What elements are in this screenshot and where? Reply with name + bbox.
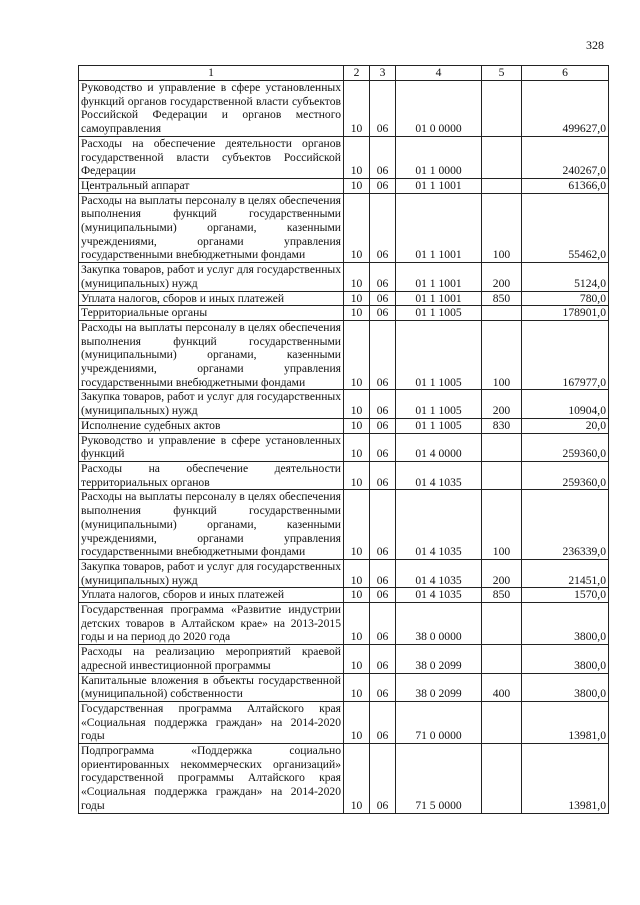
row-amount: 1570,0 — [522, 588, 609, 603]
row-section: 10 — [344, 645, 370, 673]
row-subsection: 06 — [370, 136, 396, 178]
table-row — [79, 263, 609, 291]
row-name: Уплата налогов, сборов и иных платежей — [79, 588, 344, 603]
row-amount: 780,0 — [522, 291, 609, 306]
row-name: Государственная программа Алтайского края «Социальная поддержка граждан» на 2014-2020 годы — [79, 701, 344, 743]
row-name: Руководство и управление в сфере установленных функций — [79, 433, 344, 461]
row-amount: 167977,0 — [522, 320, 609, 390]
row-target-article: 01 4 1035 — [396, 559, 482, 587]
row-subsection: 06 — [370, 645, 396, 673]
row-expense-type — [482, 81, 522, 137]
row-name: Закупка товаров, работ и услуг для государственных (муниципальных) нужд — [79, 263, 344, 291]
row-amount: 259360,0 — [522, 433, 609, 461]
row-section: 10 — [344, 603, 370, 645]
row-name: Уплата налогов, сборов и иных платежей — [79, 291, 344, 306]
row-subsection: 06 — [370, 263, 396, 291]
row-subsection: 06 — [370, 461, 396, 489]
row-section: 10 — [344, 291, 370, 306]
table-row — [79, 178, 609, 193]
row-section: 10 — [344, 588, 370, 603]
row-section: 10 — [344, 193, 370, 263]
row-expense-type: 830 — [482, 418, 522, 433]
row-amount: 10904,0 — [522, 390, 609, 418]
header-row — [79, 66, 609, 81]
row-section: 10 — [344, 461, 370, 489]
table-row — [79, 744, 609, 814]
row-amount: 21451,0 — [522, 559, 609, 587]
row-section: 10 — [344, 390, 370, 418]
row-expense-type: 400 — [482, 673, 522, 701]
row-name: Расходы на выплаты персоналу в целях обеспечения выполнения функций государственными (муниципальными) органами, казенными учреждениями, органами управления государственными внебюджетными фондами — [79, 490, 344, 560]
row-expense-type: 850 — [482, 291, 522, 306]
row-name: Руководство и управление в сфере установленных функций органов государственной власти субъектов Российской Федерации и органов местного самоуправления — [79, 81, 344, 137]
row-section: 10 — [344, 81, 370, 137]
row-amount: 3800,0 — [522, 645, 609, 673]
row-amount: 178901,0 — [522, 306, 609, 321]
row-expense-type: 100 — [482, 490, 522, 560]
row-subsection: 06 — [370, 490, 396, 560]
row-target-article: 71 0 0000 — [396, 701, 482, 743]
row-amount: 5124,0 — [522, 263, 609, 291]
row-name: Расходы на выплаты персоналу в целях обеспечения выполнения функций государственными (муниципальными) органами, казенными учреждениями, органами управления государственными внебюджетными фондами — [79, 320, 344, 390]
table-row — [79, 193, 609, 263]
row-target-article: 01 4 0000 — [396, 433, 482, 461]
table-row — [79, 81, 609, 137]
row-target-article: 01 0 0000 — [396, 81, 482, 137]
row-subsection: 06 — [370, 744, 396, 814]
row-target-article: 71 5 0000 — [396, 744, 482, 814]
row-name: Расходы на обеспечение деятельности территориальных органов — [79, 461, 344, 489]
row-target-article: 01 1 1005 — [396, 306, 482, 321]
header-col-4: 4 — [396, 66, 482, 81]
table-row — [79, 559, 609, 587]
page-number: 328 — [586, 38, 604, 52]
row-target-article: 01 4 1035 — [396, 588, 482, 603]
row-subsection: 06 — [370, 390, 396, 418]
table-row — [79, 588, 609, 603]
row-expense-type — [482, 744, 522, 814]
row-target-article: 01 1 1001 — [396, 291, 482, 306]
row-name: Государственная программа «Развитие индустрии детских товаров в Алтайском крае» на 2013-2015 годы и на период до 2020 года — [79, 603, 344, 645]
row-expense-type — [482, 701, 522, 743]
row-subsection: 06 — [370, 306, 396, 321]
row-expense-type: 850 — [482, 588, 522, 603]
row-expense-type: 100 — [482, 320, 522, 390]
row-amount: 3800,0 — [522, 603, 609, 645]
row-section: 10 — [344, 136, 370, 178]
header-col-6: 6 — [522, 66, 609, 81]
row-target-article: 01 1 1001 — [396, 263, 482, 291]
row-subsection: 06 — [370, 701, 396, 743]
row-section: 10 — [344, 433, 370, 461]
row-expense-type — [482, 645, 522, 673]
budget-table — [78, 65, 609, 814]
row-expense-type — [482, 461, 522, 489]
row-amount: 61366,0 — [522, 178, 609, 193]
row-section: 10 — [344, 178, 370, 193]
row-subsection: 06 — [370, 81, 396, 137]
row-expense-type — [482, 603, 522, 645]
row-name: Территориальные органы — [79, 306, 344, 321]
row-subsection: 06 — [370, 433, 396, 461]
row-target-article: 01 1 0000 — [396, 136, 482, 178]
row-expense-type — [482, 433, 522, 461]
row-amount: 240267,0 — [522, 136, 609, 178]
row-target-article: 01 1 1005 — [396, 320, 482, 390]
row-name: Закупка товаров, работ и услуг для государственных (муниципальных) нужд — [79, 390, 344, 418]
row-section: 10 — [344, 490, 370, 560]
row-target-article: 38 0 2099 — [396, 645, 482, 673]
row-section: 10 — [344, 744, 370, 814]
row-subsection: 06 — [370, 418, 396, 433]
row-subsection: 06 — [370, 603, 396, 645]
table-row — [79, 390, 609, 418]
row-subsection: 06 — [370, 178, 396, 193]
header-col-2: 2 — [344, 66, 370, 81]
table-row — [79, 433, 609, 461]
row-target-article: 01 1 1001 — [396, 193, 482, 263]
table-row — [79, 673, 609, 701]
row-name: Закупка товаров, работ и услуг для государственных (муниципальных) нужд — [79, 559, 344, 587]
row-name: Расходы на реализацию мероприятий краевой адресной инвестиционной программы — [79, 645, 344, 673]
table-row — [79, 306, 609, 321]
row-amount: 3800,0 — [522, 673, 609, 701]
row-name: Расходы на обеспечение деятельности органов государственной власти субъектов Российской Федерации — [79, 136, 344, 178]
row-expense-type: 200 — [482, 390, 522, 418]
row-section: 10 — [344, 418, 370, 433]
row-target-article: 38 0 2099 — [396, 673, 482, 701]
row-amount: 55462,0 — [522, 193, 609, 263]
table-row — [79, 291, 609, 306]
row-amount: 13981,0 — [522, 701, 609, 743]
row-section: 10 — [344, 320, 370, 390]
row-section: 10 — [344, 673, 370, 701]
row-section: 10 — [344, 559, 370, 587]
table-row — [79, 461, 609, 489]
row-expense-type — [482, 178, 522, 193]
row-name: Капитальные вложения в объекты государственной (муниципальной) собственности — [79, 673, 344, 701]
row-amount: 259360,0 — [522, 461, 609, 489]
header-col-5: 5 — [482, 66, 522, 81]
row-target-article: 01 4 1035 — [396, 490, 482, 560]
header-col-1: 1 — [79, 66, 344, 81]
row-target-article: 01 4 1035 — [396, 461, 482, 489]
table-row — [79, 418, 609, 433]
row-subsection: 06 — [370, 291, 396, 306]
row-name: Исполнение судебных актов — [79, 418, 344, 433]
row-target-article: 01 1 1005 — [396, 418, 482, 433]
row-expense-type: 100 — [482, 193, 522, 263]
row-expense-type — [482, 136, 522, 178]
row-target-article: 01 1 1005 — [396, 390, 482, 418]
row-subsection: 06 — [370, 320, 396, 390]
row-amount: 236339,0 — [522, 490, 609, 560]
row-expense-type: 200 — [482, 559, 522, 587]
table-row — [79, 701, 609, 743]
table-row — [79, 645, 609, 673]
row-subsection: 06 — [370, 193, 396, 263]
row-name: Расходы на выплаты персоналу в целях обеспечения выполнения функций государственными (муниципальными) органами, казенными учреждениями, органами управления государственными внебюджетными фондами — [79, 193, 344, 263]
row-name: Центральный аппарат — [79, 178, 344, 193]
table-row — [79, 603, 609, 645]
row-target-article: 01 1 1001 — [396, 178, 482, 193]
row-amount: 13981,0 — [522, 744, 609, 814]
row-section: 10 — [344, 701, 370, 743]
row-amount: 20,0 — [522, 418, 609, 433]
row-section: 10 — [344, 263, 370, 291]
row-subsection: 06 — [370, 673, 396, 701]
row-section: 10 — [344, 306, 370, 321]
table-row — [79, 136, 609, 178]
table-row — [79, 320, 609, 390]
row-subsection: 06 — [370, 559, 396, 587]
row-name: Подпрограмма «Поддержка социально ориентированных некоммерческих организаций» государственной программы Алтайского края «Социальная поддержка граждан» на 2014-2020 годы — [79, 744, 344, 814]
table-body — [79, 81, 609, 814]
row-target-article: 38 0 0000 — [396, 603, 482, 645]
row-amount: 499627,0 — [522, 81, 609, 137]
header-col-3: 3 — [370, 66, 396, 81]
row-expense-type: 200 — [482, 263, 522, 291]
row-subsection: 06 — [370, 588, 396, 603]
table-row — [79, 490, 609, 560]
row-expense-type — [482, 306, 522, 321]
